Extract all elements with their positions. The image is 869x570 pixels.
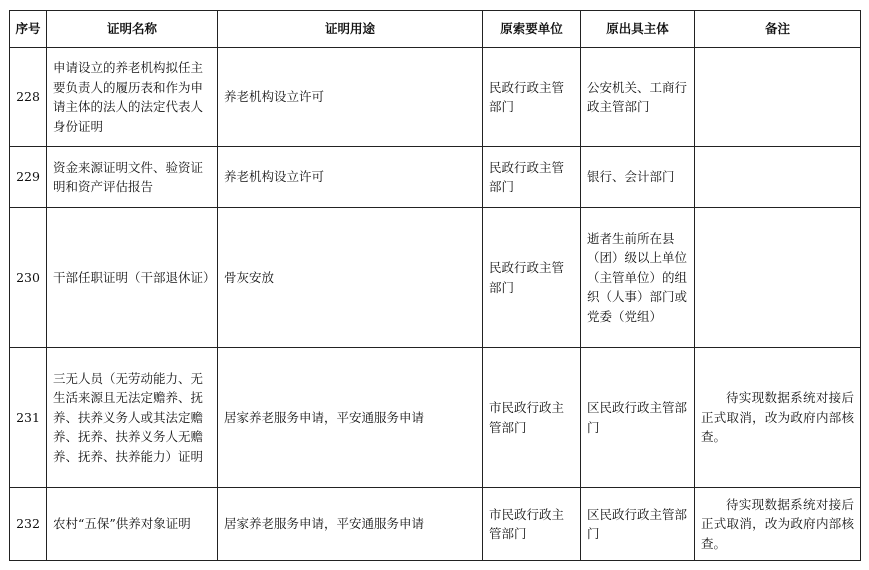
- row-seq: 231: [10, 348, 47, 488]
- row-requester: 市民政行政主管部门: [483, 348, 581, 488]
- row-issuer: 公安机关、工商行政主管部门: [581, 48, 695, 147]
- table-row: [10, 488, 861, 561]
- row-seq: 232: [10, 488, 47, 561]
- header-issuer: 原出具主体: [581, 11, 695, 48]
- row-requester: 民政行政主管部门: [483, 48, 581, 147]
- row-name: 三无人员（无劳动能力、无生活来源且无法定赡养、抚养、扶养义务人或其法定赡养、抚养、扶养义务人无赡养、抚养、扶养能力）证明: [47, 348, 218, 488]
- row-seq: 229: [10, 147, 47, 208]
- row-seq: 228: [10, 48, 47, 147]
- row-remark: [695, 147, 861, 208]
- row-name: 干部任职证明（干部退休证）: [47, 208, 218, 348]
- row-remark: [695, 48, 861, 147]
- row-purpose: 居家养老服务申请，平安通服务申请: [218, 488, 483, 561]
- header-remark-a: 备: [764, 21, 778, 37]
- row-requester: 民政行政主管部门: [483, 147, 581, 208]
- row-name: 农村“五保”供养对象证明: [47, 488, 218, 561]
- row-issuer: 区民政行政主管部门: [581, 348, 695, 488]
- table-row: [10, 147, 861, 208]
- row-remark-text: 待实现数据系统对接后正式取消，改为政府内部核查。: [701, 496, 854, 551]
- header-remark: [695, 11, 861, 48]
- table-row: [10, 348, 861, 488]
- row-purpose: 养老机构设立许可: [218, 48, 483, 147]
- row-purpose: 养老机构设立许可: [218, 147, 483, 208]
- row-issuer: 银行、会计部门: [581, 147, 695, 208]
- row-name: 资金来源证明文件、验资证明和资产评估报告: [47, 147, 218, 208]
- header-seq: 序号: [10, 11, 47, 48]
- header-remark-b: 注: [777, 21, 791, 37]
- row-remark: [695, 208, 861, 348]
- row-issuer: 逝者生前所在县（团）级以上单位（主管单位）的组织（人事）部门或党委（党组）: [581, 208, 695, 348]
- row-remark: [695, 488, 861, 561]
- row-remark: [695, 348, 861, 488]
- row-issuer: 区民政行政主管部门: [581, 488, 695, 561]
- row-remark-text: 待实现数据系统对接后正式取消，改为政府内部核查。: [701, 390, 854, 445]
- row-purpose: 骨灰安放: [218, 208, 483, 348]
- row-name: 申请设立的养老机构拟任主要负责人的履历表和作为申请主体的法人的法定代表人身份证明: [47, 48, 218, 147]
- row-seq: 230: [10, 208, 47, 348]
- row-requester: 民政行政主管部门: [483, 208, 581, 348]
- certificate-table: [9, 10, 861, 561]
- table-header-row: [10, 11, 861, 48]
- row-purpose: 居家养老服务申请，平安通服务申请: [218, 348, 483, 488]
- header-requester: 原索要单位: [483, 11, 581, 48]
- table-row: [10, 208, 861, 348]
- header-name: 证明名称: [47, 11, 218, 48]
- table-row: [10, 48, 861, 147]
- row-requester: 市民政行政主管部门: [483, 488, 581, 561]
- header-purpose: 证明用途: [218, 11, 483, 48]
